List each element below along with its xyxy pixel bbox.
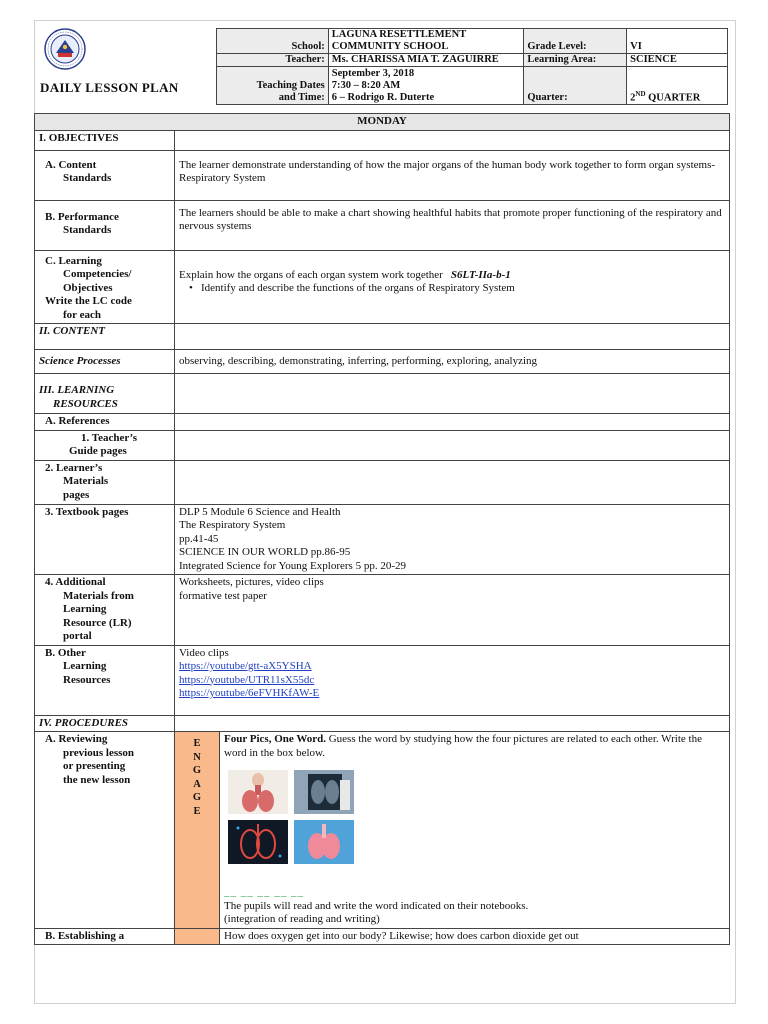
science-processes-label: Science Processes: [35, 350, 175, 374]
engage-column-continued: [175, 928, 220, 945]
school-value: LAGUNA RESETTLEMENT COMMUNITY SCHOOL: [328, 29, 524, 54]
lungs-3d-image: [294, 820, 354, 864]
lungs-circuit-image: [228, 820, 288, 864]
respiratory-anatomy-image: [228, 770, 288, 814]
performance-standards-label: B. Performance Standards: [35, 200, 175, 250]
science-processes-text: observing, describing, demonstrating, inferring, performing, exploring, analyzing: [175, 350, 730, 374]
learning-area-label: Learning Area:: [524, 54, 627, 67]
quarter-value: 2ND QUARTER: [627, 67, 728, 105]
other-resources-label: B. Other Learning Resources: [35, 645, 175, 715]
lc-code: S6LT-IIa-b-1: [450, 268, 511, 281]
grade-level-label: Grade Level:: [524, 29, 627, 54]
learning-competencies-text: Explain how the organs of each organ system work together S6LT-IIa-b-1 • Identify and describe the functions of the organs of Respiratory System: [175, 250, 730, 324]
activity-note-1: The pupils will read and write the word indicated on their notebooks.: [224, 899, 529, 912]
performance-standards-text: The learners should be able to make a chart showing healthful habits that promote proper functioning of the respiratory and nervous systems: [175, 200, 730, 250]
header-info-table: [216, 28, 728, 105]
lesson-plan-table: [34, 113, 730, 945]
teacher-value: Ms. CHARISSA MIA T. ZAGUIRRE: [328, 54, 524, 67]
video-link-1[interactable]: https://youtube/gtt-aX5YSHA: [179, 660, 312, 672]
learning-area-value: SCIENCE: [627, 54, 728, 67]
learning-competencies-label: C. Learning Competencies/ Objectives Write the LC code for each: [35, 250, 175, 324]
textbook-pages-label: 3. Textbook pages: [35, 504, 175, 575]
learners-materials-label: 2. Learner’s Materials pages: [35, 460, 175, 504]
four-pics-activity: Four Pics, One Word. Guess the word by studying how the four pictures are related to each other. Write the word in the box below. __ __ __ __ __ The pupils will read and write the word indicated on their notebooks. (integration of reading and writing): [220, 732, 730, 929]
quarter-label: Quarter:: [524, 67, 627, 105]
objectives-heading: I. OBJECTIVES: [35, 130, 175, 150]
activity-note-2: (integration of reading and writing): [224, 913, 380, 925]
content-standards-label: A. Content Standards: [35, 150, 175, 200]
teaching-dates-label: Teaching Dates and Time:: [217, 67, 329, 105]
answer-blanks: __ __ __ __ __: [224, 886, 304, 898]
teachers-guide-label: 1. Teacher’s Guide pages: [35, 430, 175, 460]
engage-column: E N G A G E: [175, 732, 220, 929]
grade-level-value: VI: [627, 29, 728, 54]
reviewing-label: A. Reviewing previous lesson or presenting the new lesson: [35, 732, 175, 929]
activity-title: Four Pics, One Word.: [224, 733, 326, 745]
day-heading: MONDAY: [35, 114, 730, 131]
document-title: DAILY LESSON PLAN: [40, 80, 179, 95]
deped-seal-logo: [44, 28, 86, 70]
learning-resources-heading: III. LEARNING RESOURCES: [35, 374, 175, 414]
establishing-label: B. Establishing a: [35, 928, 175, 945]
school-label: School:: [217, 29, 329, 54]
content-heading: II. CONTENT: [35, 324, 175, 350]
xray-image: [294, 770, 354, 814]
procedures-heading: IV. PROCEDURES: [35, 715, 175, 732]
content-standards-text: The learner demonstrate understanding of how the major organs of the human body work together to form organ systems-Respiratory System: [175, 150, 730, 200]
textbook-pages-text: DLP 5 Module 6 Science and Health The Respiratory System pp.41-45 SCIENCE IN OUR WORLD pp.86-95 Integrated Science for Young Explorers 5 pp. 20-29: [175, 504, 730, 575]
establishing-text: How does oxygen get into our body? Likewise; how does carbon dioxide get out: [220, 928, 730, 945]
video-link-3[interactable]: https://youtube/6eFVHKfAW-E: [179, 687, 320, 699]
teaching-dates-value: September 3, 2018 7:30 – 8:20 AM 6 – Rodrigo R. Duterte: [328, 67, 524, 105]
additional-materials-label: 4. Additional Materials from Learning Resource (LR) portal: [35, 575, 175, 646]
references-label: A. References: [35, 414, 175, 431]
teacher-label: Teacher:: [217, 54, 329, 67]
other-resources-text: Video clips https://youtube/gtt-aX5YSHA https://youtube/UTR11sX55dc https://youtube/6eFVHKfAW-E: [175, 645, 730, 715]
four-pics-grid: [228, 770, 354, 864]
additional-materials-text: Worksheets, pictures, video clips formative test paper: [175, 575, 730, 646]
video-link-2[interactable]: https://youtube/UTR11sX55dc: [179, 673, 315, 686]
lc-bullet: • Identify and describe the functions of the organs of Respiratory System: [179, 282, 725, 296]
